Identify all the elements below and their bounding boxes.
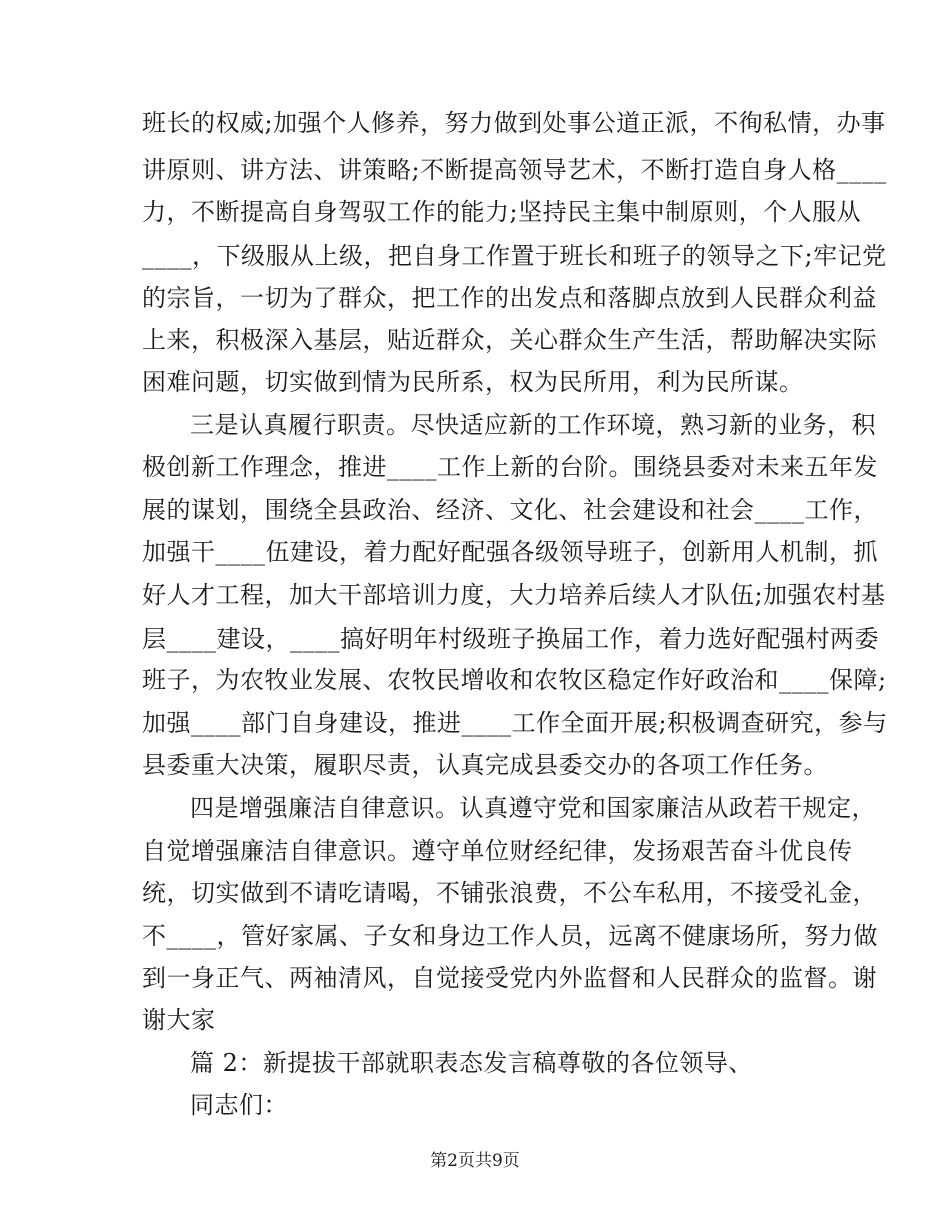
body-text-line: 层____建设，____搞好明年村级班子换届工作，着力选好配强村两委 [142,625,879,653]
body-text-line: 讲原则、讲方法、讲策略;不断提高领导艺术，不断打造自身人格____ [142,156,887,184]
body-text-line: 班长的权威;加强个人修养，努力做到处事公道正派，不徇私情，办事 [142,109,886,137]
body-text-line: 的宗旨，一切为了群众，把工作的出发点和落脚点放到人民群众利益 [142,284,877,312]
page-number-footer: 第2页共9页 [430,1151,520,1171]
body-text-line: 班子，为农牧业发展、农牧民增收和农牧区稳定作好政治和____保障; [142,666,887,694]
paragraph-start-line: 三是认真履行职责。尽快适应新的工作环境，熟习新的业务，积 [190,411,876,439]
body-text-line: 加强____部门自身建设，推进____工作全面开展;积极调查研究，参与 [142,709,888,737]
body-text-line: 展的谋划，围绕全县政治、经济、文化、社会建设和社会____工作， [142,496,878,524]
body-text-line: 谢大家 [142,1006,216,1034]
body-text-line: 力，不断提高自身驾驭工作的能力;坚持民主集中制原则，个人服从 [142,198,862,226]
paragraph-start-line: 四是增强廉洁自律意识。认真遵守党和国家廉洁从政若干规定， [190,794,876,822]
body-text-line: 到一身正气、两袖清风，自觉接受党内外监督和人民群众的监督。谢 [142,964,877,992]
body-text-line: 自觉增强廉洁自律意识。遵守单位财经纪律，发扬艰苦奋斗优良传 [142,837,853,865]
body-text-line: 好人才工程，加大干部培训力度，大力培养后续人才队伍;加强农村基 [142,581,886,609]
body-text-line: 县委重大决策，履职尽责，认真完成县委交办的各项工作任务。 [142,751,828,779]
body-text-line: 加强干____伍建设，着力配好配强各级领导班子，创新用人机制，抓 [142,538,878,566]
body-text-line: 统，切实做到不请吃请喝，不铺张浪费，不公车私用，不接受礼金， [142,879,877,907]
body-text-line: 不____，管好家属、子女和身边工作人员，远离不健康场所，努力做 [142,922,878,950]
body-text-line: 极创新工作理念，推进____工作上新的台阶。围绕县委对未来五年发 [142,453,878,481]
section-heading-line: 篇 2：新提拔干部就职表态发言稿尊敬的各位领导、 [190,1049,753,1077]
body-text-line: 困难问题，切实做到情为民所系，权为民所用，利为民所谋。 [142,368,804,396]
body-text-line: ____，下级服从上级，把自身工作置于班长和班子的领导之下;牢记党 [142,242,887,270]
salutation-line: 同志们： [190,1091,288,1119]
body-text-line: 上来，积极深入基层，贴近群众，关心群众生产生活，帮助解决实际 [142,326,877,354]
